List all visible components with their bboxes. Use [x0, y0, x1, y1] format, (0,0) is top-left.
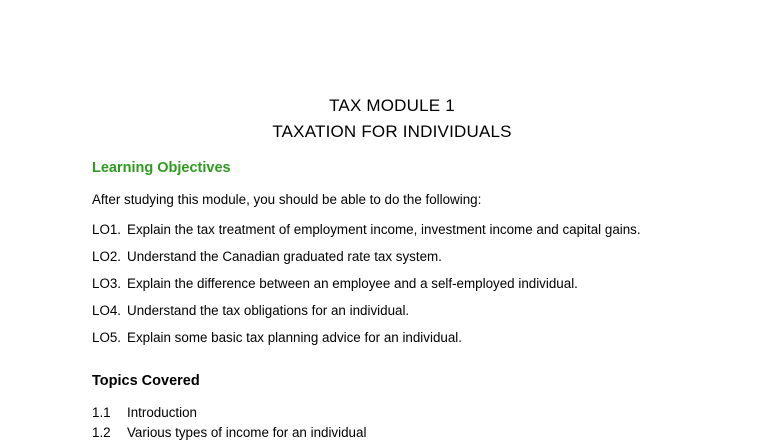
- document-title-line-2: TAXATION FOR INDIVIDUALS: [272, 122, 512, 141]
- intro-paragraph: After studying this module, you should be able to do the following:: [92, 192, 482, 207]
- objective-item: [92, 303, 641, 330]
- objective-text: Explain the tax treatment of employment income, investment income and capital gains.: [127, 222, 641, 237]
- objective-code: LO1.: [92, 222, 122, 237]
- objective-item: [92, 276, 641, 303]
- objective-item: [92, 330, 641, 357]
- topic-text: Introduction: [127, 405, 197, 420]
- topic-text: Various types of income for an individual: [127, 425, 367, 440]
- objective-item: [92, 222, 641, 249]
- objective-code: LO3.: [92, 276, 122, 291]
- topic-item: [92, 425, 366, 445]
- objective-item: [92, 249, 641, 276]
- topics-list: [92, 405, 366, 445]
- objective-text: Understand the tax obligations for an individual.: [127, 303, 410, 318]
- topic-number: 1.2: [92, 425, 111, 440]
- objective-text: Understand the Canadian graduated rate tax system.: [127, 249, 442, 264]
- learning-objectives-heading: Learning Objectives: [92, 160, 231, 176]
- objective-code: LO5.: [92, 330, 122, 345]
- objective-text: Explain the difference between an employee and a self-employed individual.: [127, 276, 578, 291]
- objective-code: LO2.: [92, 249, 122, 264]
- topics-covered-heading: Topics Covered: [92, 373, 200, 389]
- objective-code: LO4.: [92, 303, 122, 318]
- objective-text: Explain some basic tax planning advice for an individual.: [127, 330, 462, 345]
- learning-objectives-list: [92, 222, 641, 357]
- topic-number: 1.1: [92, 405, 111, 420]
- topic-item: [92, 405, 366, 425]
- document-title-line-1: TAX MODULE 1: [329, 96, 455, 115]
